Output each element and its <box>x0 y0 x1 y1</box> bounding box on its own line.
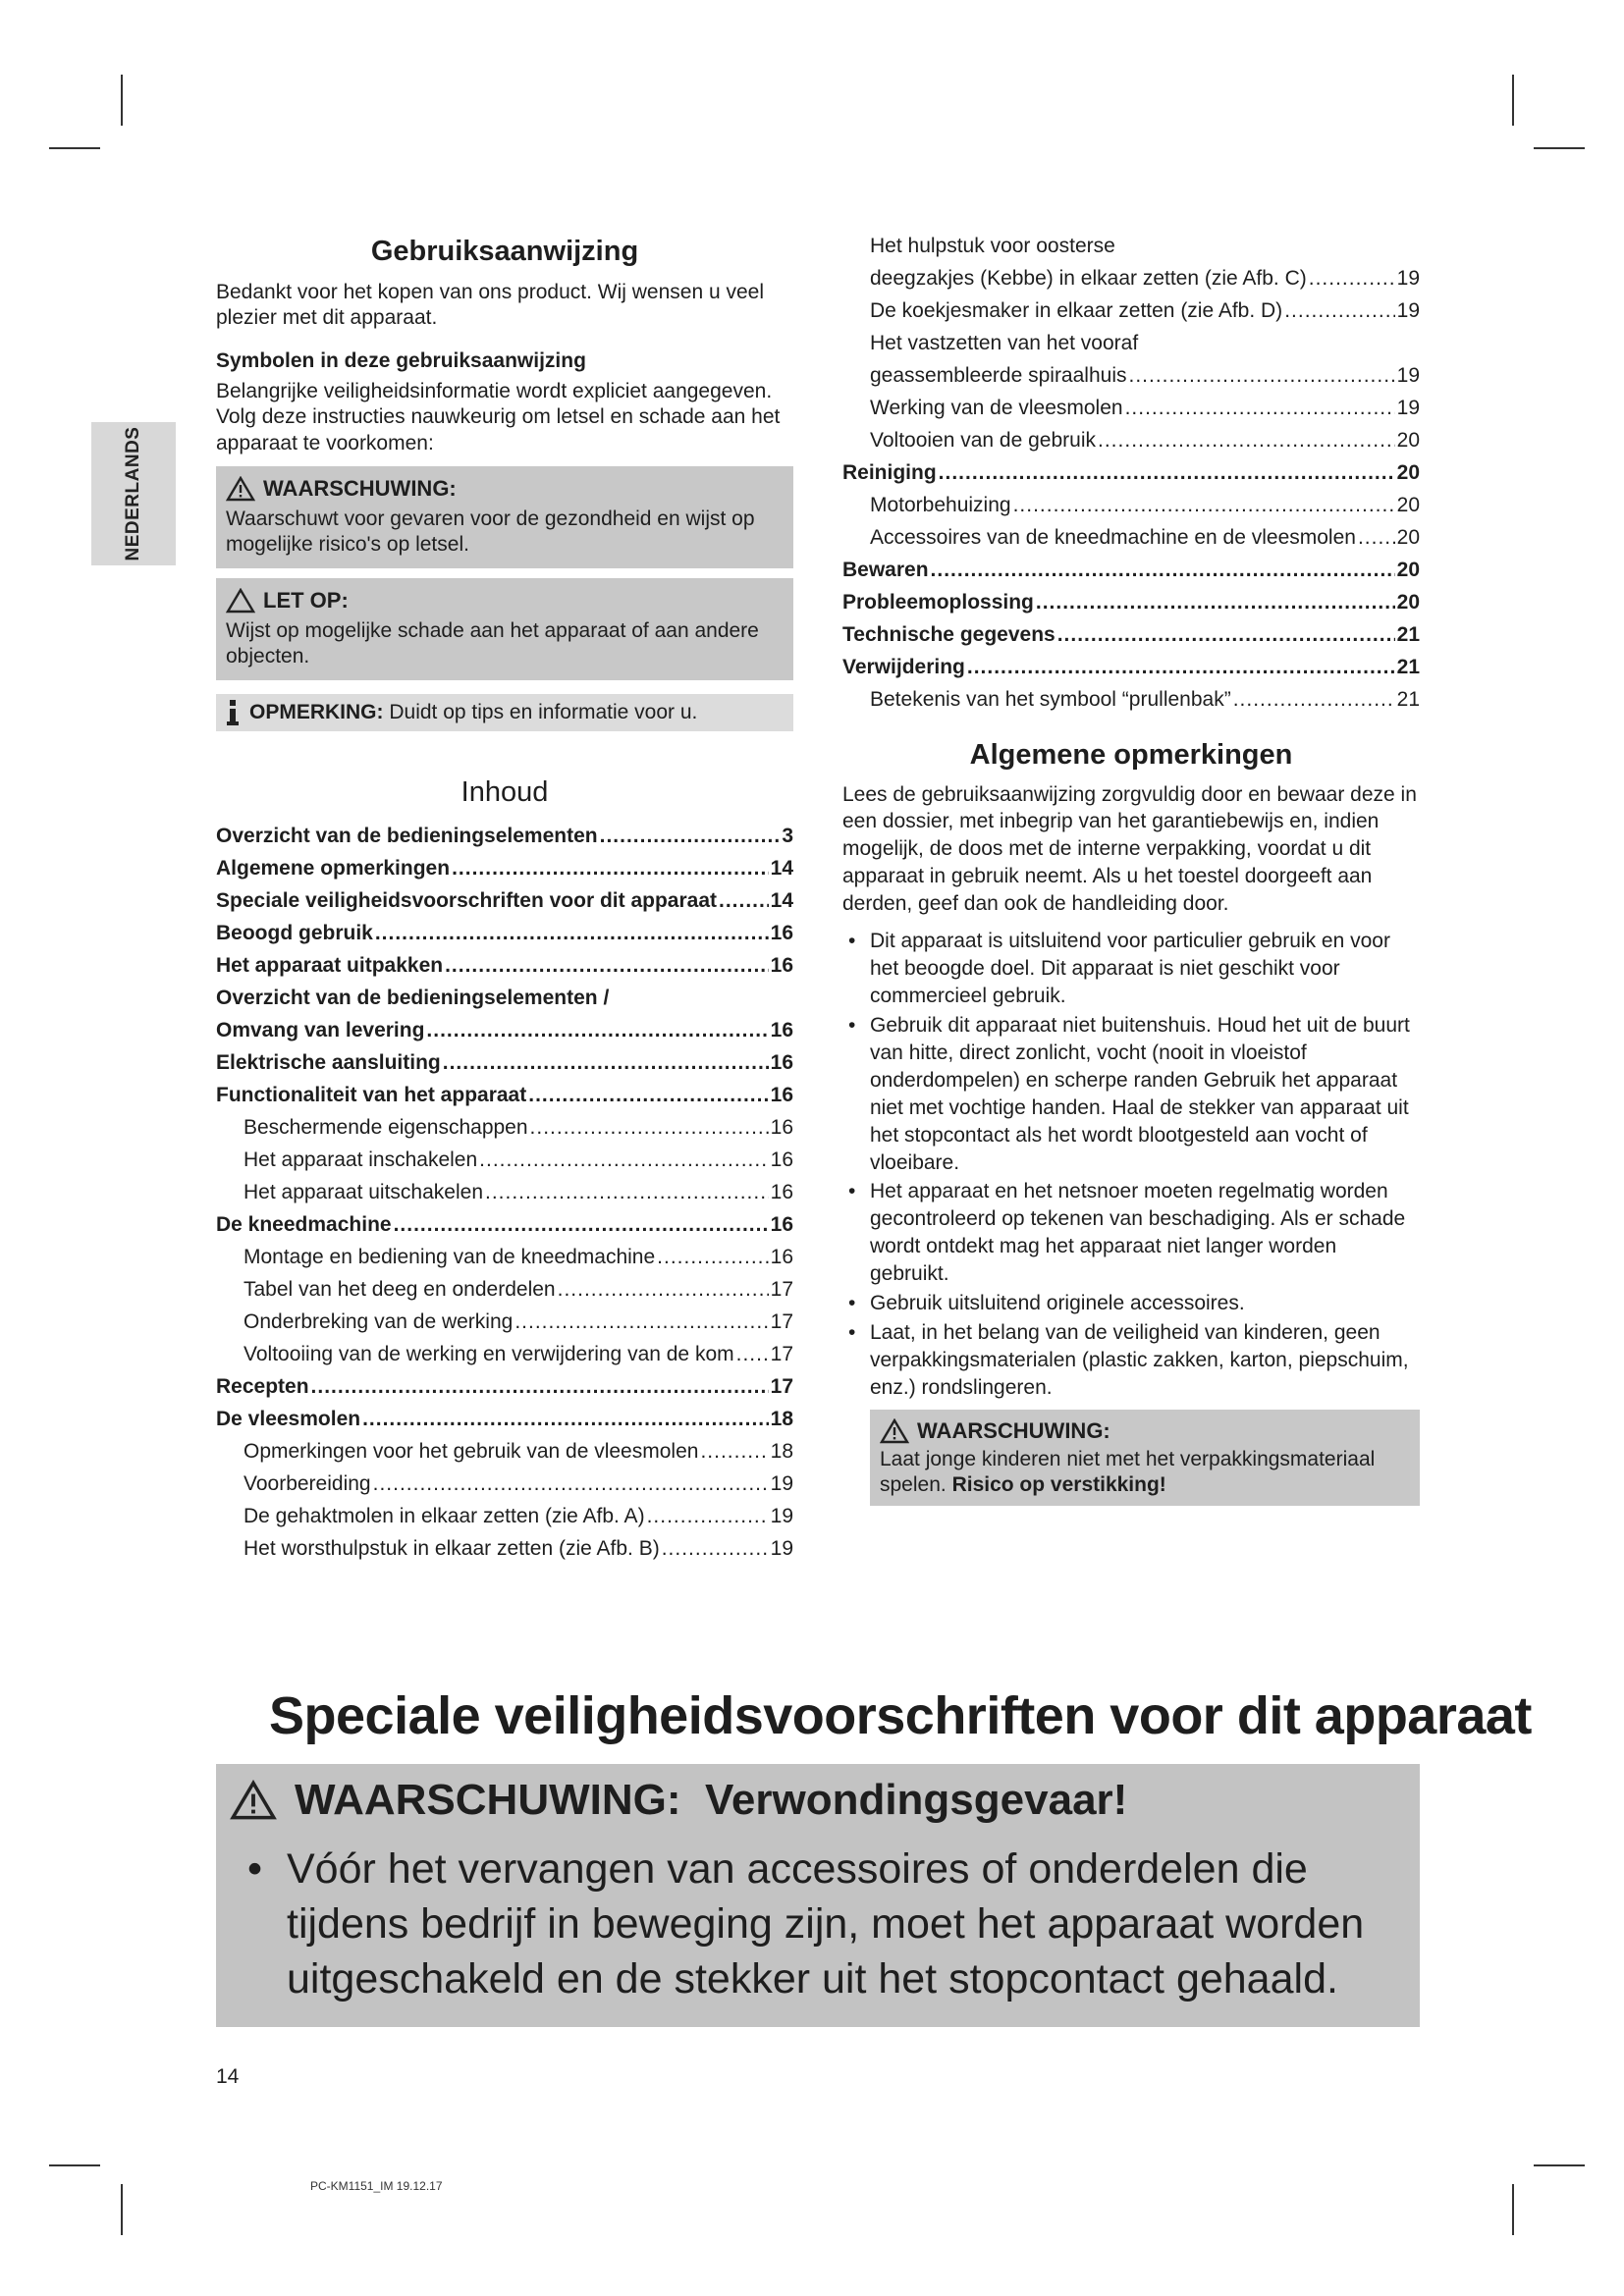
toc-entry <box>216 1115 793 1148</box>
crop-mark <box>1512 75 1514 126</box>
toc-entry-page: 19 <box>770 1537 793 1561</box>
toc-entry-title: Functionaliteit van het apparaat <box>216 1084 527 1107</box>
toc-entry-title: Het apparaat inschakelen <box>244 1148 478 1172</box>
toc-leader-dots <box>1233 687 1395 713</box>
toc-leader-dots <box>514 1309 768 1335</box>
caution-text: Wijst op mogelijke schade aan het apparaat of aan andere objecten. <box>226 618 759 668</box>
toc-entry-page: 16 <box>770 1213 793 1237</box>
bullet-item: • Het apparaat en het netsnoer moeten regelmatig worden gecontroleerd op tekenen van beschadiging. Als er schade wordt ontdekt mag het apparaat niet langer worden gebruikt. <box>842 1178 1420 1288</box>
toc-entry-page: 20 <box>1396 429 1420 452</box>
toc-entry-title: deegzakjes (Kebbe) in elkaar zetten (zie Afb. C) <box>870 267 1307 290</box>
toc-entry <box>216 1050 793 1083</box>
packaging-warning-title: WAARSCHUWING: <box>917 1417 1110 1443</box>
toc-entry-title: Overzicht van de bedieningselementen <box>216 825 598 848</box>
toc-leader-dots <box>528 1083 768 1108</box>
toc-leader-dots <box>939 460 1395 486</box>
special-warning-box <box>216 1764 1420 2027</box>
special-warning-title: WAARSCHUWING: Verwondingsgevaar! <box>295 1776 1128 1824</box>
bullet-item: • Laat, in het belang van de veiligheid van kinderen, geen verpakkingsmaterialen (plastic zakken, karton, piepschuim, enz.) rondslingeren. <box>842 1319 1420 1402</box>
toc-entry <box>216 986 793 1018</box>
toc-entry-title: Het apparaat uitpakken <box>216 954 444 978</box>
toc-leader-dots <box>311 1374 769 1400</box>
toc-entry-page: 18 <box>770 1440 793 1464</box>
caution-triangle-icon <box>226 588 255 614</box>
toc-entry-title: Onderbreking van de werking <box>244 1310 514 1334</box>
toc-leader-dots <box>1057 622 1395 648</box>
toc-entry <box>842 234 1420 266</box>
bullet-item: • Gebruik dit apparaat niet buitenshuis. Houd het uit de buurt van hitte, direct zonlicht, vocht (nooit in vloeistof onderdompelen) en scherpe randen Gebruik het apparaat niet met vochtige handen. Haal de stekker van apparaat uit het stopcontact als het wordt blootgesteld aan vocht of vloeibare. <box>842 1012 1420 1177</box>
toc-entry <box>842 266 1420 298</box>
toc-entry <box>216 1439 793 1471</box>
toc-entry-page: 18 <box>770 1408 793 1431</box>
toc-entry-page: 16 <box>770 1116 793 1140</box>
general-title: Algemene opmerkingen <box>969 739 1293 771</box>
toc-leader-dots <box>647 1504 769 1529</box>
toc-entry-page: 3 <box>782 825 793 848</box>
toc-entry-page: 16 <box>770 922 793 945</box>
warning-box <box>216 466 793 568</box>
toc-leader-dots <box>1129 363 1395 389</box>
crop-mark <box>121 2184 123 2235</box>
toc-entry-page: 19 <box>770 1472 793 1496</box>
toc-entry <box>216 1309 793 1342</box>
toc-leader-dots <box>1098 428 1395 454</box>
toc-leader-dots <box>657 1245 768 1270</box>
toc-entry <box>216 1180 793 1212</box>
crop-mark <box>49 147 100 149</box>
toc-title: Inhoud <box>460 775 549 808</box>
toc-leader-dots <box>443 1050 769 1076</box>
toc-entry <box>842 331 1420 363</box>
toc-entry-page: 16 <box>770 1019 793 1042</box>
toc-entry <box>842 298 1420 331</box>
warning-text: Waarschuwt voor gevaren voor de gezondheid en wijst op mogelijke risico's op letsel. <box>226 507 755 557</box>
toc-entry <box>842 396 1420 428</box>
toc-entry-title: Technische gegevens <box>842 623 1056 646</box>
note-title: OPMERKING: <box>249 700 384 723</box>
special-safety-title: Speciale veiligheidsvoorschriften voor dit apparaat <box>269 1686 1532 1745</box>
toc-entry-title: Accessoires van de kneedmachine en de vleesmolen <box>870 526 1356 549</box>
general-text: Lees de gebruiksaanwijzing zorgvuldig door en bewaar deze in een dossier, met inbegrip van het garantiebewijs en, indien mogelijk, de doos met de interne verpakking, voordat u dit apparaat in gebruik neemt. Als u het toestel doorgeeft aan derden, geef dan ook de handleiding door. <box>842 782 1417 916</box>
toc-entry-page: 19 <box>770 1505 793 1528</box>
toc-right <box>842 234 1420 720</box>
toc-entry-title: De koekjesmaker in elkaar zetten (zie Afb. D) <box>870 299 1283 322</box>
toc-leader-dots <box>426 1018 768 1043</box>
special-warning-text: Vóór het vervangen van accessoires of onderdelen die tijdens bedrijf in beweging zijn, moet het apparaat worden uitgeschakeld en de stekker uit het stopcontact gehaald. <box>287 1845 1365 2002</box>
toc-entry-page: 17 <box>770 1310 793 1334</box>
toc-entry-title: Het hulpstuk voor oosterse <box>870 235 1115 257</box>
toc-leader-dots <box>1309 266 1395 292</box>
toc-entry-title: Montage en bediening van de kneedmachine <box>244 1246 656 1269</box>
toc-entry-title: Verwijdering <box>842 656 965 678</box>
toc-leader-dots <box>736 1342 769 1367</box>
toc-entry-title: Het vastzetten van het vooraf <box>870 332 1139 354</box>
toc-entry-title: De gehaktmolen in elkaar zetten (zie Afb. A) <box>244 1505 645 1528</box>
toc-entry <box>842 590 1420 622</box>
packaging-warning-bold: Risico op verstikking! <box>951 1472 1166 1496</box>
toc-leader-dots <box>719 888 769 914</box>
toc-entry-page: 20 <box>1396 461 1420 484</box>
toc-leader-dots <box>530 1115 769 1141</box>
toc-entry <box>216 921 793 953</box>
left-column <box>216 234 793 1569</box>
toc-entry-title: Overzicht van de bedieningselementen / <box>216 987 610 1010</box>
toc-leader-dots <box>931 558 1395 583</box>
toc-entry-title: Speciale veiligheidsvoorschriften voor dit apparaat <box>216 889 717 913</box>
toc-leader-dots <box>600 824 781 849</box>
language-tab <box>91 422 176 565</box>
toc-entry <box>216 824 793 856</box>
toc-entry <box>842 428 1420 460</box>
right-column <box>842 234 1420 1506</box>
toc-entry-page: 19 <box>1396 267 1420 290</box>
symbols-text: Belangrijke veiligheidsinformatie wordt expliciet aangegeven. Volg deze instructies nauwkeurig om letsel en schade aan het apparaat te voorkomen: <box>216 379 781 454</box>
toc-leader-dots <box>1125 396 1395 421</box>
toc-entry-page: 16 <box>770 954 793 978</box>
toc-entry <box>216 1536 793 1569</box>
warning-triangle-icon <box>230 1780 277 1821</box>
toc-leader-dots <box>362 1407 769 1432</box>
toc-entry-title: Motorbehuizing <box>870 494 1011 516</box>
footer-code: PC-KM1151_IM 19.12.17 <box>310 2179 443 2193</box>
intro-text: Bedankt voor het kopen van ons product. Wij wensen u veel plezier met dit apparaat. <box>216 280 764 329</box>
toc-entry-page: 20 <box>1396 526 1420 549</box>
toc-entry-title: Reiniging <box>842 461 937 484</box>
note-box <box>216 694 793 731</box>
toc-entry <box>842 622 1420 655</box>
toc-entry <box>216 953 793 986</box>
toc-entry-title: Elektrische aansluiting <box>216 1051 441 1075</box>
toc-entry-title: Opmerkingen voor het gebruik van de vleesmolen <box>244 1440 699 1464</box>
toc-leader-dots <box>1284 298 1394 324</box>
general-bullets <box>842 928 1420 1402</box>
bullet-item: • Gebruik uitsluitend originele accessoires. <box>842 1290 1420 1317</box>
bullet-item: • Dit apparaat is uitsluitend voor particulier gebruik en voor het beoogde doel. Dit apparaat is niet geschikt voor commercieel gebruik. <box>842 928 1420 1010</box>
toc-entry-page: 16 <box>770 1084 793 1107</box>
toc-entry-page: 21 <box>1396 656 1420 678</box>
info-icon <box>226 700 240 725</box>
toc-entry <box>842 687 1420 720</box>
toc-entry-title: Algemene opmerkingen <box>216 857 451 881</box>
toc-entry-page: 20 <box>1396 591 1420 614</box>
toc-entry-page: 17 <box>770 1278 793 1302</box>
toc-entry <box>842 525 1420 558</box>
toc-entry-title: Betekenis van het symbool “prullenbak” <box>870 688 1231 711</box>
page-title: Gebruiksaanwijzing <box>370 236 639 267</box>
toc-leader-dots <box>700 1439 768 1465</box>
warning-triangle-icon <box>880 1418 909 1444</box>
toc-entry <box>216 1277 793 1309</box>
toc-entry-page: 21 <box>1396 623 1420 646</box>
bullet-marker: • <box>247 1845 263 1893</box>
toc-entry-page: 20 <box>1396 559 1420 581</box>
toc-leader-dots <box>445 953 769 979</box>
toc-entry <box>216 1148 793 1180</box>
toc-entry-title: Bewaren <box>842 559 929 581</box>
toc-entry-title: Omvang van levering <box>216 1019 425 1042</box>
toc-entry <box>216 1342 793 1374</box>
toc-leader-dots <box>373 1471 769 1497</box>
toc-leader-dots <box>967 655 1395 680</box>
toc-entry-page: 14 <box>770 857 793 881</box>
toc-entry-title: De vleesmolen <box>216 1408 361 1431</box>
toc-entry <box>216 1212 793 1245</box>
crop-mark <box>121 75 123 126</box>
toc-entry <box>842 460 1420 493</box>
toc-leader-dots <box>452 856 769 881</box>
warning-triangle-icon <box>226 476 255 502</box>
page-number: 14 <box>216 2065 240 2088</box>
toc-entry <box>216 1374 793 1407</box>
toc-entry-page: 17 <box>770 1343 793 1366</box>
caution-title: LET OP: <box>263 587 349 613</box>
toc-entry <box>216 1407 793 1439</box>
toc-leader-dots <box>375 921 769 946</box>
caution-box <box>216 578 793 680</box>
toc-entry <box>216 1018 793 1050</box>
toc-entry-page: 16 <box>770 1181 793 1204</box>
toc-entry-page: 19 <box>1396 397 1420 419</box>
toc-entry-title: Beoogd gebruik <box>216 922 373 945</box>
toc-entry <box>842 493 1420 525</box>
toc-leader-dots <box>1036 590 1395 615</box>
crop-mark <box>1534 147 1585 149</box>
toc-entry-page: 16 <box>770 1246 793 1269</box>
toc-leader-dots <box>1358 525 1395 551</box>
toc-entry-title: geassembleerde spiraalhuis <box>870 364 1127 387</box>
note-text: Duidt op tips en informatie voor u. <box>389 700 698 723</box>
toc-entry-title: Recepten <box>216 1375 309 1399</box>
toc-entry <box>216 1504 793 1536</box>
toc-entry-page: 21 <box>1396 688 1420 711</box>
toc-leader-dots <box>1013 493 1395 518</box>
toc-entry-title: Voltooien van de gebruik <box>870 429 1097 452</box>
toc-entry-title: Het apparaat uitschakelen <box>244 1181 483 1204</box>
crop-mark <box>1512 2184 1514 2235</box>
toc-entry <box>842 363 1420 396</box>
toc-entry-title: De kneedmachine <box>216 1213 392 1237</box>
toc-entry <box>842 558 1420 590</box>
toc-leader-dots <box>558 1277 769 1303</box>
toc-leader-dots <box>479 1148 768 1173</box>
toc-entry <box>216 888 793 921</box>
crop-mark <box>1534 2164 1585 2166</box>
toc-entry <box>216 1471 793 1504</box>
toc-entry-title: Beschermende eigenschappen <box>244 1116 528 1140</box>
toc-entry-page: 14 <box>770 889 793 913</box>
toc-entry-title: Het worsthulpstuk in elkaar zetten (zie Afb. B) <box>244 1537 660 1561</box>
packaging-warning-text: Laat jonge kinderen niet met het verpakkingsmateriaal spelen. <box>880 1447 1376 1496</box>
toc-leader-dots <box>485 1180 769 1205</box>
toc-entry-title: Probleemoplossing <box>842 591 1034 614</box>
toc-entry-page: 19 <box>1396 364 1420 387</box>
toc-entry-title: Werking van de vleesmolen <box>870 397 1123 419</box>
toc-entry-title: Voltooiing van de werking en verwijdering van de kom <box>244 1343 734 1366</box>
toc-entry-page: 19 <box>1396 299 1420 322</box>
toc-entry-page: 16 <box>770 1148 793 1172</box>
toc-entry <box>216 856 793 888</box>
crop-mark <box>49 2164 100 2166</box>
language-tab-label: NEDERLANDS <box>123 426 143 561</box>
toc-entry <box>216 1083 793 1115</box>
toc-leader-dots <box>394 1212 769 1238</box>
toc-left <box>216 824 793 1569</box>
toc-entry <box>842 655 1420 687</box>
toc-entry-page: 20 <box>1396 494 1420 516</box>
toc-entry-title: Tabel van het deeg en onderdelen <box>244 1278 556 1302</box>
toc-entry <box>216 1245 793 1277</box>
toc-entry-page: 16 <box>770 1051 793 1075</box>
toc-leader-dots <box>662 1536 769 1562</box>
toc-entry-title: Voorbereiding <box>244 1472 371 1496</box>
symbols-heading: Symbolen in deze gebruiksaanwijzing <box>216 349 586 373</box>
toc-entry-page: 17 <box>770 1375 793 1399</box>
warning-title: WAARSCHUWING: <box>263 476 457 502</box>
packaging-warning-box <box>870 1410 1420 1507</box>
